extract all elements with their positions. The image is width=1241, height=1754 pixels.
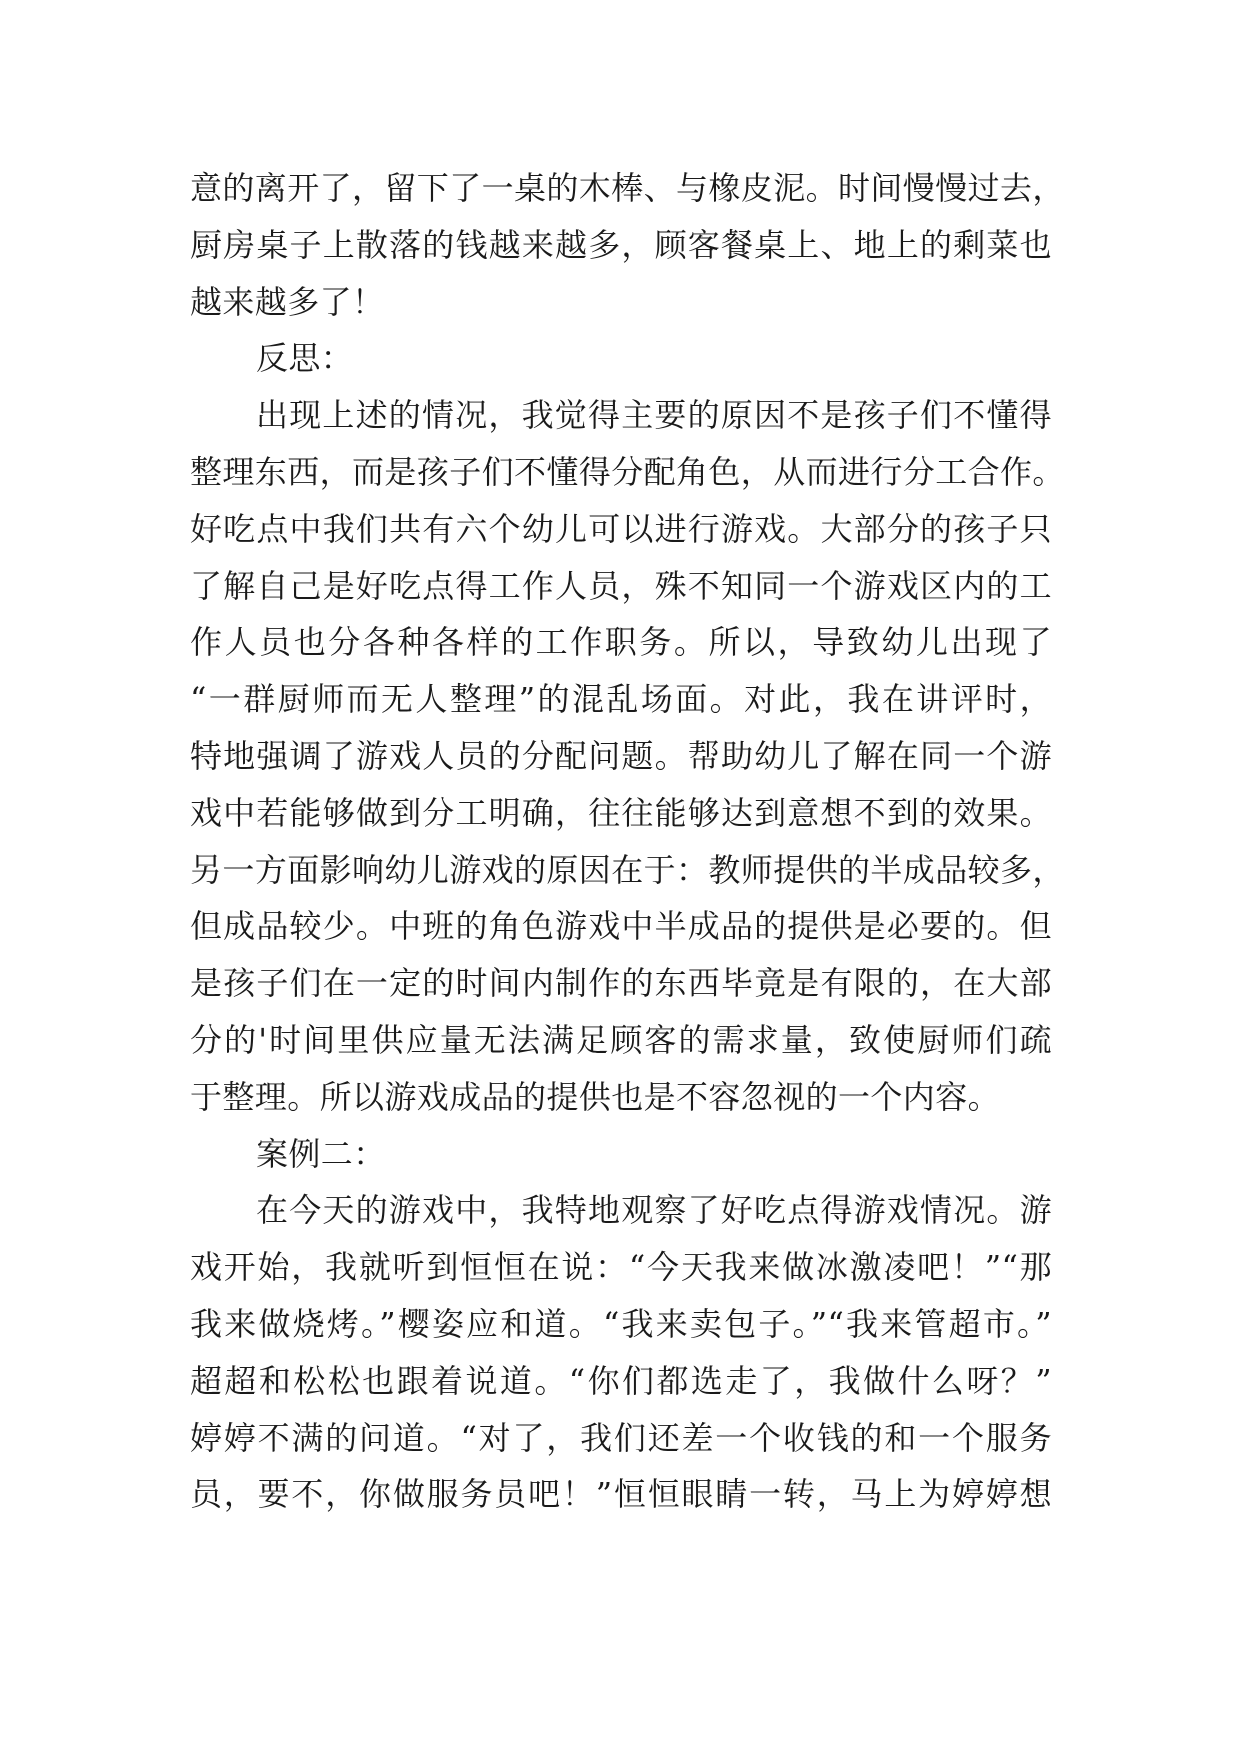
text-line: 了解自己是好吃点得工作人员，殊不知同一个游戏区内的工 — [190, 566, 1052, 605]
text-line: 意的离开了，留下了一桌的木棒、与橡皮泥。时间慢慢过去， — [190, 169, 1065, 207]
text-line: 另一方面影响幼儿游戏的原因在于：教师提供的半成品较多， — [190, 850, 1065, 889]
text-line: 戏中若能够做到分工明确，往往能够达到意想不到的效果。 — [190, 793, 1052, 832]
text-line: 戏开始，我就听到恒恒在说：“今天我来做冰激凌吧！”“那 — [190, 1248, 1052, 1287]
section-heading-reflection: 反思： — [256, 339, 354, 378]
text-line: 分的'时间里供应量无法满足顾客的需求量，致使厨师们疏 — [190, 1020, 1052, 1059]
body-text — [190, 160, 1065, 1523]
text-line: 婷婷不满的问道。“对了，我们还差一个收钱的和一个服务 — [190, 1418, 1052, 1457]
text-line: 作人员也分各种各样的工作职务。所以，导致幼儿出现了 — [190, 623, 1052, 662]
text-line: 越来越多了！ — [190, 282, 385, 321]
text-line: 好吃点中我们共有六个幼儿可以进行游戏。大部分的孩子只 — [190, 509, 1052, 548]
text-line: 出现上述的情况，我觉得主要的原因不是孩子们不懂得 — [256, 396, 1052, 435]
text-line: 员，要不，你做服务员吧！”恒恒眼睛一转，马上为婷婷想 — [190, 1475, 1052, 1514]
text-line: 整理东西，而是孩子们不懂得分配角色，从而进行分工合作。 — [190, 452, 1065, 491]
text-line: “一群厨师而无人整理”的混乱场面。对此，我在讲评时， — [190, 680, 1052, 719]
text-line: 是孩子们在一定的时间内制作的东西毕竟是有限的，在大部 — [190, 964, 1052, 1003]
section-heading-case-two: 案例二： — [256, 1134, 386, 1173]
text-line: 我来做烧烤。”樱姿应和道。“我来卖包子。”“我来管超市。” — [190, 1304, 1052, 1343]
text-line: 但成品较少。中班的角色游戏中半成品的提供是必要的。但 — [190, 907, 1052, 946]
text-line: 于整理。所以游戏成品的提供也是不容忽视的一个内容。 — [190, 1077, 1001, 1116]
text-line: 特地强调了游戏人员的分配问题。帮助幼儿了解在同一个游 — [190, 736, 1052, 775]
text-line: 超超和松松也跟着说道。“你们都选走了，我做什么呀？” — [190, 1361, 1052, 1400]
text-line: 厨房桌子上散落的钱越来越多，顾客餐桌上、地上的剩菜也 — [190, 225, 1052, 264]
text-line: 在今天的游戏中，我特地观察了好吃点得游戏情况。游 — [256, 1191, 1052, 1230]
